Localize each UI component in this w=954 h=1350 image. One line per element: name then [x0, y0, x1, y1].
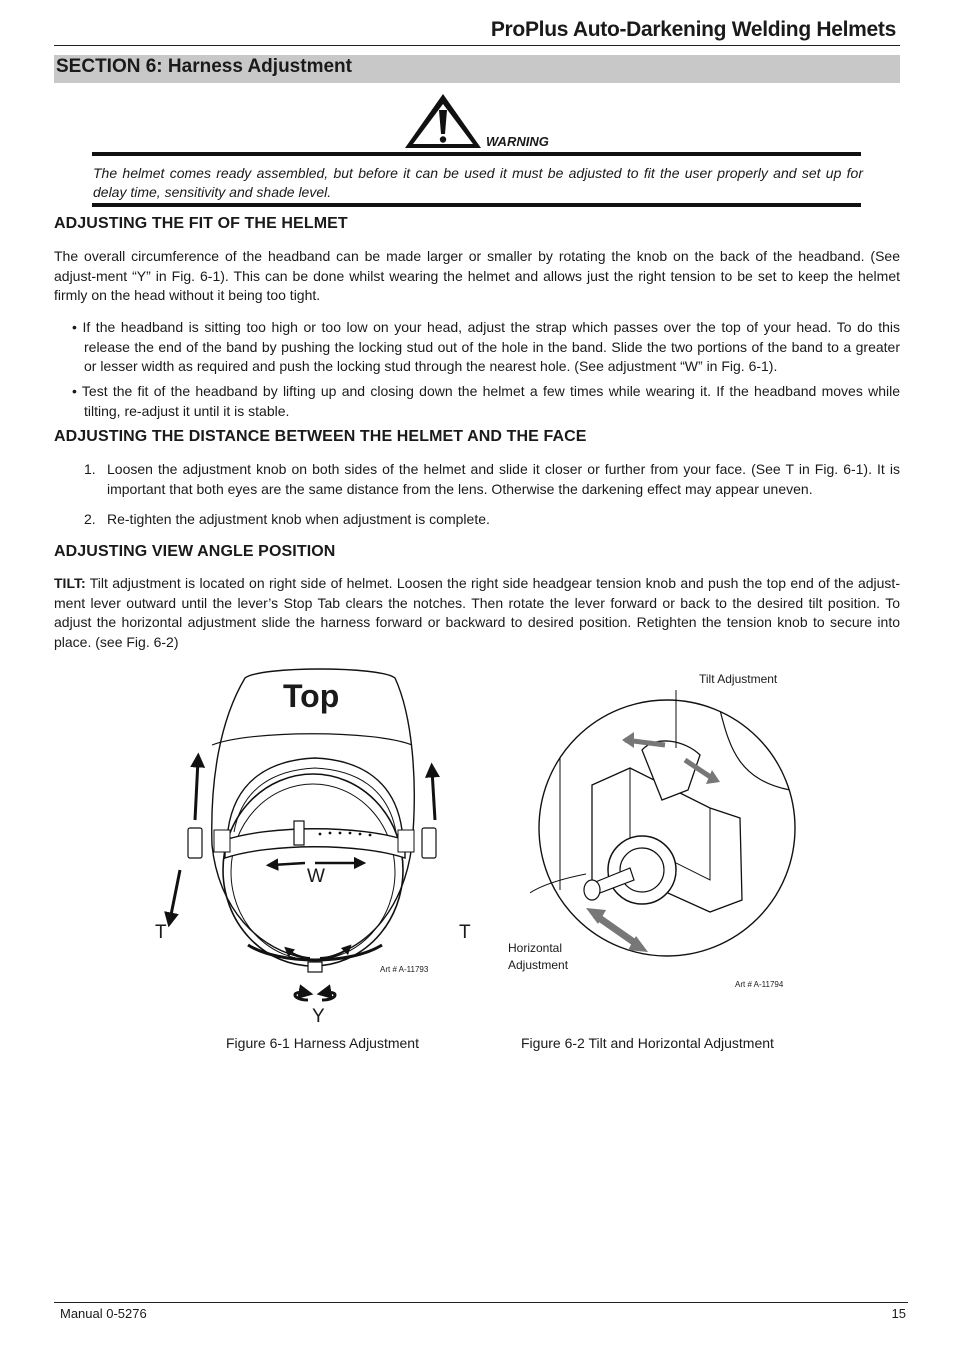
warning-rule-top: [92, 152, 861, 156]
warning-label: WARNING: [486, 134, 549, 149]
tilt-label: TILT:: [54, 575, 86, 591]
footer-page-number: 15: [891, 1306, 906, 1321]
figure-6-1-y-label: Y: [312, 1006, 325, 1027]
tilt-paragraph: [54, 574, 900, 652]
figure-6-2-art-number: Art # A-11794: [735, 980, 784, 989]
figure-6-2-tilt-illustration: [530, 690, 810, 990]
figure-6-2-horizontal-label-1: Horizontal: [508, 941, 563, 955]
figure-6-1-w-label: W: [307, 866, 325, 887]
footer-manual-number: Manual 0-5276: [60, 1306, 147, 1321]
header-rule: [54, 45, 900, 46]
figure-6-2-horizontal-label-2: Adjustment: [508, 958, 569, 972]
section-bar: [54, 55, 900, 83]
document-title: ProPlus Auto-Darkening Welding Helmets: [490, 18, 896, 41]
fit-bullet-2: • Test the fit of the headband by lifting up and closing down the helmet a few times while wearing it. If the headband moves while tilting, re-adjust it until it is stable.: [72, 383, 900, 419]
heading-fit: ADJUSTING THE FIT OF THE HELMET: [54, 215, 348, 232]
step-number-2: 2.: [84, 511, 96, 527]
figure-6-1-top-label: Top: [283, 678, 340, 714]
figure-6-2-caption: Figure 6-2 Tilt and Horizontal Adjustment: [521, 1035, 774, 1051]
heading-angle: ADJUSTING VIEW ANGLE POSITION: [54, 543, 336, 560]
figure-6-1-t-right-label: T: [459, 922, 471, 943]
figure-6-1-harness-illustration: [150, 660, 450, 1030]
figure-6-1-t-left-label: T: [155, 922, 167, 943]
heading-distance: ADJUSTING THE DISTANCE BETWEEN THE HELMET AND THE FACE: [54, 428, 587, 445]
figure-6-1-art-number: Art # A-11793: [380, 965, 429, 974]
warning-triangle-icon: [403, 92, 483, 150]
step-text-1: Loosen the adjustment knob on both sides of the helmet and slide it closer or further from your face. (See T in Fig. 6-1). It is important that both eyes are the same distance from the lens. Otherwise the darkening effect may appear uneven.: [107, 461, 900, 497]
figure-6-1-caption: Figure 6-1 Harness Adjustment: [226, 1035, 419, 1051]
step-text-2: Re-tighten the adjustment knob when adjustment is complete.: [107, 511, 490, 527]
footer-rule: [54, 1302, 908, 1303]
warning-text: The helmet comes ready assembled, but before it can be used it must be adjusted to fit the user properly and set up for delay time, sensitivity and shade level.: [93, 165, 863, 200]
fit-intro: The overall circumference of the headband can be made larger or smaller by rotating the knob on the back of the headband. (See adjust-ment “Y” in Fig. 6-1). This can be done whilst wearing the helmet and allows just the right tension to be set to keep the helmet firmly on the head without it being too tight.: [54, 248, 900, 303]
fit-bullet-1: • If the headband is sitting too high or too low on your head, adjust the strap which passes over the top of your head. To do this release the end of the band by pushing the locking stud out of the hole in the band. Slide the two portions of the band to a greater or lesser width as required and push the locking stud through the nearest hole. (See adjustment “W” in Fig. 6-1).: [72, 319, 900, 374]
figure-6-2-tilt-label: Tilt Adjustment: [699, 672, 778, 686]
tilt-text: Tilt adjustment is located on right side of helmet. Loosen the right side headgear tension knob and push the top end of the adjust-ment lever outward until the lever’s Stop Tab clears the notches. Then rotate the lever forward or back to the desired tilt position. To adjust the horizontal adjustment slide the harness forward or backward to desired position. Retighten the tension knob to secure into place. (see Fig. 6-2): [54, 575, 900, 650]
step-number-1: 1.: [84, 461, 96, 477]
warning-rule-bottom: [92, 203, 861, 207]
section-title: SECTION 6: Harness Adjustment: [56, 56, 352, 77]
